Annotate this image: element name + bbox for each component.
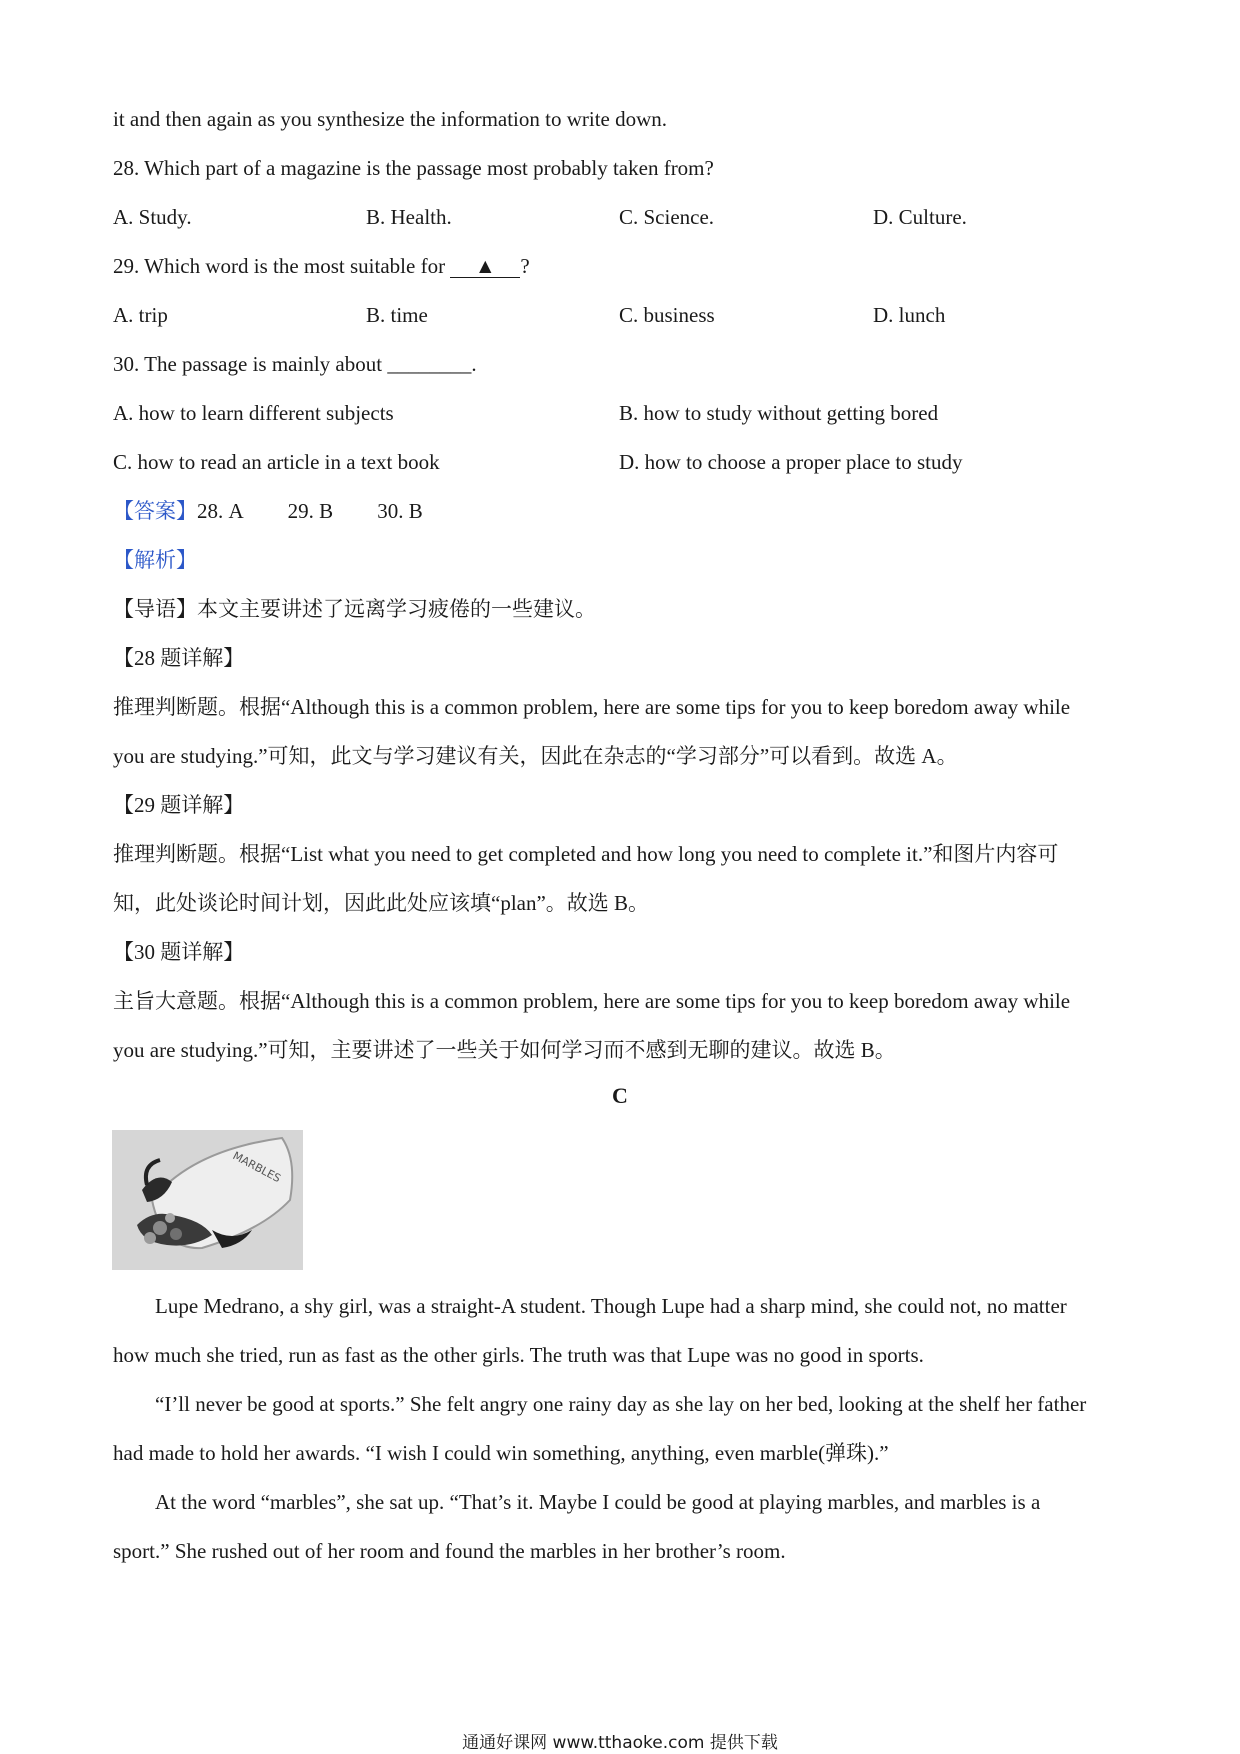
marbles-bag-illustration [112, 1130, 303, 1270]
question-30: 30. The passage is mainly about ________. [113, 352, 477, 376]
q29-question-end: ? [520, 254, 530, 278]
analysis-label: 【解析】 [113, 548, 197, 572]
passage-p1-line-1: Lupe Medrano, a shy girl, was a straight-A student. Though Lupe had a sharp mind, she could not, no matter [155, 1294, 1067, 1318]
answer-30: 30. B [377, 499, 423, 523]
passage-p3-line-1: At the word “marbles”, she sat up. “That’s it. Maybe I could be good at playing marbles, and marbles is a [155, 1490, 1041, 1514]
q28-option-d: D. Culture. [873, 205, 967, 229]
answer-29: 29. B [287, 499, 334, 523]
detail-28-title: 【28 题详解】 [113, 646, 245, 670]
q29-option-a: A. trip [113, 303, 168, 327]
passage-p2-line-2: had made to hold her awards. “I wish I could win something, anything, even marble(弹珠).” [113, 1441, 889, 1465]
detail-30-title: 【30 题详解】 [113, 940, 245, 964]
detail-29-line-1: 推理判断题。根据“List what you need to get completed and how long you need to complete it.”和图片内容可 [113, 842, 1059, 866]
detail-28-line-1: 推理判断题。根据“Although this is a common problem, here are some tips for you to keep boredom away while [113, 695, 1071, 719]
q28-option-a: A. Study. [113, 205, 192, 229]
detail-30-line-1: 主旨大意题。根据“Although this is a common problem, here are some tips for you to keep boredom away while [113, 989, 1071, 1013]
detail-29-line-2: 知，此处谈论时间计划，因此此处应该填“plan”。故选 B。 [113, 891, 650, 915]
marbles-bag-drawing [112, 1130, 303, 1270]
q30-option-b: B. how to study without getting bored [619, 401, 939, 425]
continuation-line: it and then again as you synthesize the information to write down. [113, 107, 668, 131]
passage-p1-line-2: how much she tried, run as fast as the other girls. The truth was that Lupe was no good in sports. [113, 1343, 924, 1367]
passage-p3-line-2: sport.” She rushed out of her room and found the marbles in her brother’s room. [113, 1539, 786, 1563]
q30-option-d: D. how to choose a proper place to study [619, 450, 963, 474]
detail-28-line-2: you are studying.”可知，此文与学习建议有关，因此在杂志的“学习部分”可以看到。故选 A。 [113, 744, 958, 768]
answer-line [113, 497, 423, 525]
footer-watermark: 通通好课网 www.tthaoke.com 提供下载 [462, 1733, 778, 1753]
detail-29-title: 【29 题详解】 [113, 793, 245, 817]
q28-option-c: C. Science. [619, 205, 715, 229]
question-28: 28. Which part of a magazine is the passage most probably taken from? [113, 156, 714, 180]
q29-option-d: D. lunch [873, 303, 946, 327]
svg-text:MARBLES: MARBLES [230, 1149, 283, 1186]
q28-option-b: B. Health. [366, 205, 452, 229]
question-29 [113, 252, 530, 280]
q29-blank: ▲ [450, 255, 520, 278]
answer-28: 28. A [197, 499, 244, 523]
q29-question-text: 29. Which word is the most suitable for [113, 254, 451, 278]
answer-label: 【答案】 [113, 499, 197, 523]
intro-text: 【导语】本文主要讲述了远离学习疲倦的一些建议。 [113, 597, 596, 621]
detail-30-line-2: you are studying.”可知，主要讲述了一些关于如何学习而不感到无聊的建议。故选 B。 [113, 1038, 896, 1062]
section-heading: C [612, 1083, 628, 1108]
q29-option-c: C. business [619, 303, 715, 327]
q29-option-b: B. time [366, 303, 428, 327]
passage-p2-line-1: “I’ll never be good at sports.” She felt angry one rainy day as she lay on her bed, looking at the shelf her father [155, 1392, 1087, 1416]
q30-option-c: C. how to read an article in a text book [113, 450, 440, 474]
q30-option-a: A. how to learn different subjects [113, 401, 394, 425]
